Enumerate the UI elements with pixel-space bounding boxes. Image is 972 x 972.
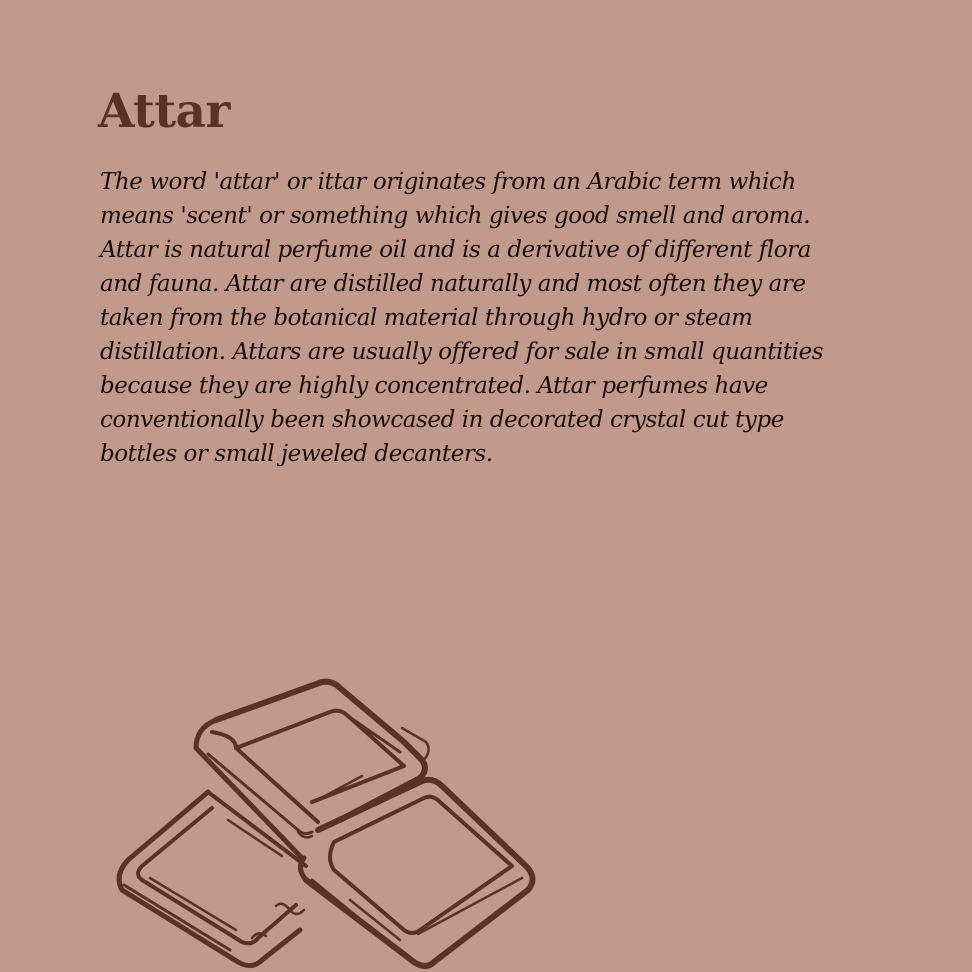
chocolate-piece-left (119, 792, 306, 966)
paragraph-line: means 'scent' or something which gives good smell and aroma. (100, 203, 811, 229)
paragraph-line: and fauna. Attar are distilled naturally and most often they are (100, 271, 806, 297)
paragraph-line: Attar is natural perfume oil and is a derivative of different flora (100, 237, 811, 263)
page-title: Attar (98, 84, 230, 139)
chocolate-pieces-icon (100, 670, 550, 972)
paragraph-line: The word 'attar' or ittar originates from an Arabic term which (100, 169, 796, 195)
paragraph-line: conventionally been showcased in decorated crystal cut type (100, 407, 784, 433)
paragraph-line: distillation. Attars are usually offered for sale in small quantities (100, 339, 824, 365)
chocolate-piece-top (196, 682, 429, 858)
paragraph-line: bottles or small jeweled decanters. (100, 441, 493, 467)
description-paragraph (100, 165, 900, 471)
paragraph-line: because they are highly concentrated. Attar perfumes have (100, 373, 768, 399)
paragraph-line: taken from the botanical material through hydro or steam (100, 305, 753, 331)
chocolate-piece-right (300, 780, 532, 966)
